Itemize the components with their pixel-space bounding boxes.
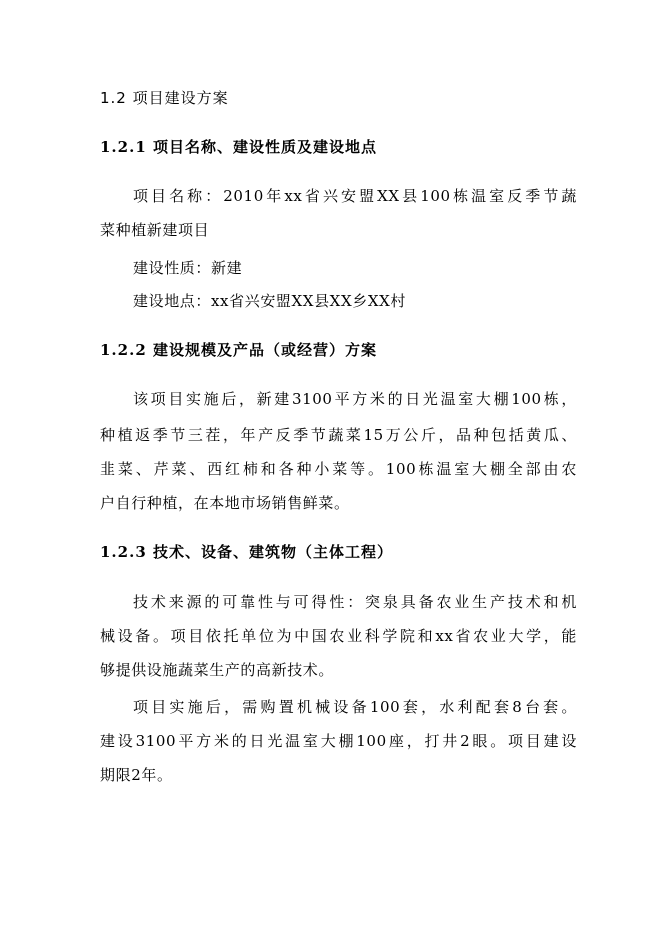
construction-location: 建设地点：xx省兴安盟XX县XX乡XX村 — [133, 292, 406, 310]
construction-nature: 建设性质：新建 — [133, 259, 243, 277]
implementation-line-2: 建设3100平方米的日光温室大棚100座，打井2眼。项目建设 — [100, 732, 577, 750]
scale-line-1: 该项目实施后，新建3100平方米的日光温室大棚100栋， — [133, 390, 577, 408]
scale-line-4: 户自行种植，在本地市场销售鲜菜。 — [100, 494, 350, 512]
subsection-heading-1-2-1: 1.2.1 项目名称、建设性质及建设地点 — [100, 138, 377, 156]
subsection-heading-1-2-3: 1.2.3 技术、设备、建筑物（主体工程） — [100, 543, 393, 561]
tech-line-2: 械设备。项目依托单位为中国农业科学院和xx省农业大学，能 — [100, 627, 577, 645]
project-name-line-1: 项目名称：2010年xx省兴安盟XX县100栋温室反季节蔬 — [133, 187, 577, 205]
scale-line-2: 种植返季节三茬，年产反季节蔬菜15万公斤，品种包括黄瓜、 — [100, 426, 577, 444]
implementation-line-1: 项目实施后，需购置机械设备100套，水利配套8台套。 — [133, 698, 577, 716]
tech-line-3: 够提供设施蔬菜生产的高新技术。 — [100, 661, 335, 679]
tech-line-1: 技术来源的可靠性与可得性：突泉具备农业生产技术和机 — [133, 593, 577, 611]
subsection-heading-1-2-2: 1.2.2 建设规模及产品（或经营）方案 — [100, 341, 377, 359]
scale-line-3: 韭菜、芹菜、西红柿和各种小菜等。100栋温室大棚全部由农 — [100, 460, 577, 478]
implementation-line-3: 期限2年。 — [100, 766, 173, 784]
section-heading: 1.2 项目建设方案 — [100, 89, 229, 107]
project-name-line-2: 菜种植新建项目 — [100, 221, 210, 239]
